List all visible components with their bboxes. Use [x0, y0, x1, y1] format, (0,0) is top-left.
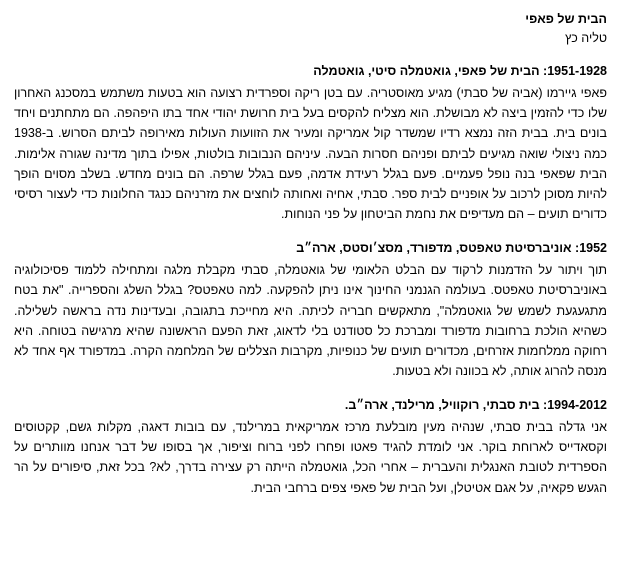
- section-heading: 1951-1928: הבית של פאפי, גואטמלה סיטי, גואטמלה: [313, 63, 607, 78]
- section-heading: 1994-2012: בית סבתי, רוקוויל, מרילנד, ארה״ב.: [344, 397, 607, 412]
- author-name: טליה כץ: [564, 30, 607, 45]
- section-1994-2012-rockville: [14, 396, 607, 498]
- section-heading: 1952: אוניברסיטת טאפטס, מדפורד, מסצ׳וסטס, ארה״ב: [296, 240, 607, 255]
- section-1952-tufts: [14, 239, 607, 382]
- page-title: הבית של פאפי: [525, 12, 607, 26]
- section-paragraph: פאפי גיירמו (אביה של סבתי) מגיע מאוסטריה. עם בטן ריקה וספרדית רצועה הוא בטעות משתמש במסכנג האחרון שלו כדי להזמין ביצה לא מבושלת. הוא מצליח להקסים בעל בית חרושת יהודי אחד בתו היפהפה. הם מתחתנים ויחד בונים בית. בבית הזה נמצא רדיו שמשדר קול אמריקה ומעיר את הזוועות העולות מאירופה לביתם הסרוש. ב-1938 כמה ניצולי שואה מגיעים לביתם ופניהם חסרות הבעה. עיניהם הנבובות בולטות, אפילו בתוך מדינה שגורה אלימות. הבית שפאפי בנה נופל פעמיים. פעם בגלל רעידת אדמה, פעם בגלל שרפה. הם בונים מחדש. בשלב מסוים הופך להיות מסוכן לרכוב על אופניים לבית ספר. סבתי, אחיה ואחותה לוחצים את מזרניהם כנגד החלונות כדי לעצור רסיסי כדורים תועים – הם מעדיפים את נחמת הביטחון על פני הנוחות.: [14, 85, 607, 222]
- section-paragraph: אני גדלה בבית סבתי, שנהיה מעין מובלעת מרכז אמריקאית במרילנד, עם בובות דאגה, מקלות גשם, קקטוסים וקסאדייס לארוחת בוקר. אני לומדת להגיד פאטו ופחרו לפני ברוח וציפור, אך בסופו של דבר אנחנו מוותרים על הספרדית לטובת האנגלית והעברית – אחרי הכל, גואטמלה הייתה רק עצירה בדרך, לא? בכל זאת, סיפורים על הר הגעש פקאיה, על אגם אטיטלן, ועל הבית של פאפי צפים ברחבי הבית.: [14, 419, 607, 495]
- section-paragraph: תוך ויתור על הזדמנות לרקוד עם הבלט הלאומי של גואטמלה, סבתי מקבלת מלגה ומתחילה ללמוד פסיכולוגיה באוניברסיטת טאפטס. בעולמה הגנמני החינוך אינו ניתן להפקעה. למה טאפטס? בגלל השלג והספרייה. "את בטח מתגעגעת לשמש של גואטמלה", מתאקשים חבריה לכיתה. היא מחייכת בתגובה, ובעדינות נדה בראשה לשלילה. כשהיא הולכת ברחובות מדפורד ומברכת כל סטודנט בלי לדאוג, זאת הפעם הראשונה שהיא מרגישה בטוחה. היא רחוקה ממלחמות אזרחים, מכדורים תועים של כנופיות, מקרבות הצללים של המלחמה הקרה. במדפורד אף אחד לא מנסה להרוג אותה, לא בכוונה ולא בטעות.: [14, 263, 607, 379]
- section-1928-1951: [14, 62, 607, 225]
